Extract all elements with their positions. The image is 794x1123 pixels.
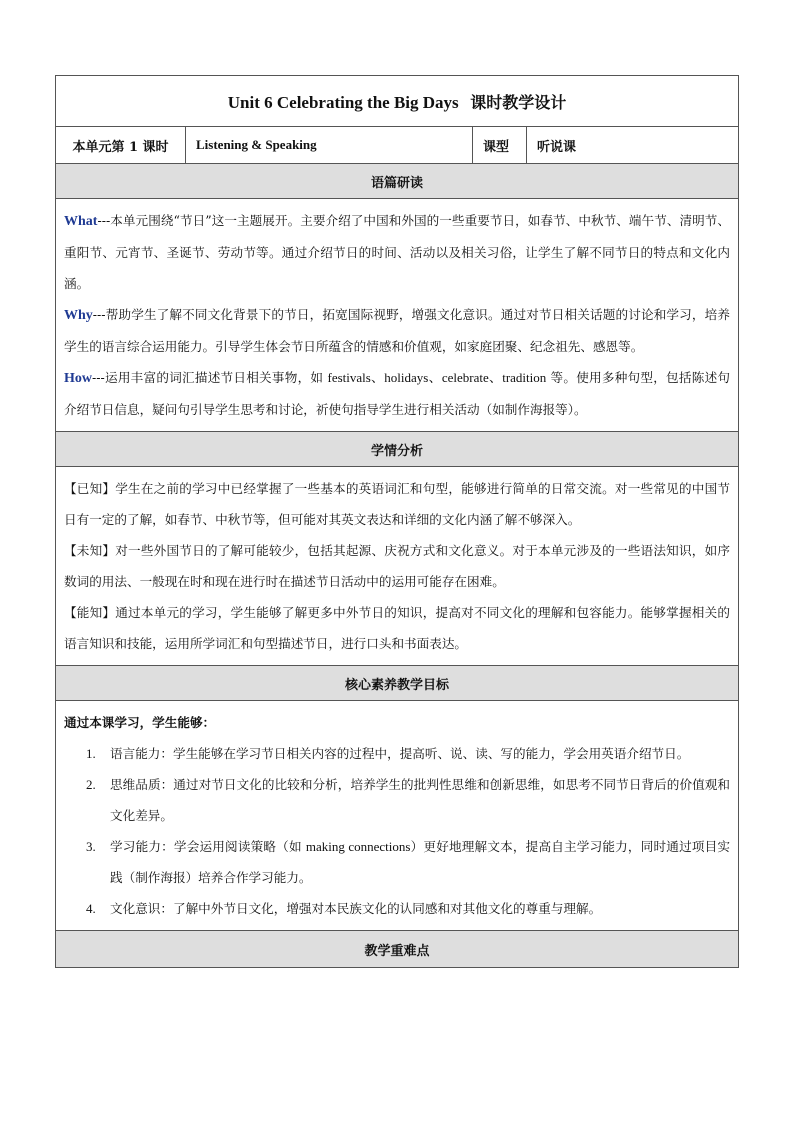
- type-value: 听说课: [527, 127, 739, 164]
- list-item-text-1: 学习能力：学会运用阅读策略（如: [110, 839, 306, 854]
- list-item: [64, 893, 730, 924]
- lesson-label: 本单元第 1 课时: [56, 127, 186, 164]
- section-heading-objectives: 核心素养教学目标: [56, 666, 739, 701]
- what-text: ---本单元围绕“节日”这一主题展开。主要介绍了中国和外国的一些重要节日，如春节、中秋节、端午节、清明节、重阳节、元宵节、圣诞节、劳动节等。通过介绍节日的时间、活动以及相关习俗，让学生了解不同节日的特点和文化内涵。: [64, 213, 731, 291]
- list-item-number: 2.: [86, 777, 96, 792]
- objectives-body: [56, 701, 739, 931]
- why-paragraph: [64, 299, 730, 362]
- learner-analysis-body: [56, 467, 739, 666]
- list-item-number: 4.: [86, 901, 96, 916]
- what-lead: What: [64, 214, 98, 229]
- document-title: [56, 76, 739, 127]
- why-text: ---帮助学生了解不同文化背景下的节日，拓宽国际视野，增强文化意识。通过对节日相关话题的讨论和学习，培养学生的语言综合运用能力。引导学生体会节日所蕴含的情感和价值观，如家庭团聚、纪念祖先、感恩等。: [64, 307, 731, 354]
- section-heading-key-points: 教学重难点: [56, 931, 739, 968]
- how-lead: How: [64, 371, 92, 386]
- meta-row: [56, 127, 739, 164]
- list-item-text: 语言能力：学生能够在学习节日相关内容的过程中，提高听、说、读、写的能力，学会用英语介绍节日。: [110, 746, 690, 761]
- list-item-number: 1.: [86, 746, 96, 761]
- list-item-text-en: making connections: [305, 839, 411, 854]
- unknown-paragraph: 【未知】对一些外国节日的了解可能较少，包括其起源、庆祝方式和文化意义。对于本单元涉及的一些语法知识，如序数词的用法、一般现在时和现在进行时在描述节日活动中的运用可能存在困难。: [64, 543, 731, 589]
- discourse-analysis-body: [56, 199, 739, 432]
- title-latin: Unit 6 Celebrating the Big Days: [227, 92, 459, 112]
- list-item: [64, 769, 730, 831]
- how-text-2: 等。使用多种句型，包括陈述句介绍节日信息，疑问句引导学生思考和讨论，祈使句指导学生进行相关活动（如制作海报等）。: [64, 370, 731, 417]
- list-item-text: 思维品质：通过对节日文化的比较和分析，培养学生的批判性思维和创新思维，如思考不同节日背后的价值观和文化差异。: [110, 777, 731, 823]
- known-paragraph: 【已知】学生在之前的学习中已经掌握了一些基本的英语词汇和句型，能够进行简单的日常交流。对一些常见的中国节日有一定的了解，如春节、中秋节等，但可能对其英文表达和详细的文化内涵了解不够深入。: [64, 481, 731, 527]
- why-lead: Why: [64, 308, 93, 323]
- what-paragraph: [64, 205, 730, 299]
- section-heading-discourse: 语篇研读: [56, 164, 739, 199]
- objectives-intro: 通过本课学习，学生能够：: [64, 715, 216, 730]
- list-item: [64, 831, 730, 893]
- how-text-1: ---运用丰富的词汇描述节日相关事物，如: [92, 370, 328, 385]
- list-item-number: 3.: [86, 839, 96, 854]
- objectives-list: [64, 738, 730, 924]
- title-cn: 课时教学设计: [470, 92, 567, 112]
- list-item-text-2: ）更好地理解文本，提高自主学习能力，同时通过项目实践（制作海报）培养合作学习能力。: [110, 839, 731, 885]
- lesson-plan-table: [55, 75, 739, 968]
- list-item: [64, 738, 730, 769]
- list-item-text: 文化意识：了解中外节日文化，增强对本民族文化的认同感和对其他文化的尊重与理解。: [110, 901, 602, 916]
- how-paragraph: [64, 362, 730, 425]
- lesson-value: Listening & Speaking: [186, 127, 473, 164]
- how-words: festivals、holidays、celebrate、tradition: [327, 370, 547, 385]
- able-paragraph: 【能知】通过本单元的学习，学生能够了解更多中外节日的知识，提高对不同文化的理解和包容能力。能够掌握相关的语言知识和技能，运用所学词汇和句型描述节日，进行口头和书面表达。: [64, 605, 731, 651]
- section-heading-learner: 学情分析: [56, 432, 739, 467]
- type-label: 课型: [473, 127, 527, 164]
